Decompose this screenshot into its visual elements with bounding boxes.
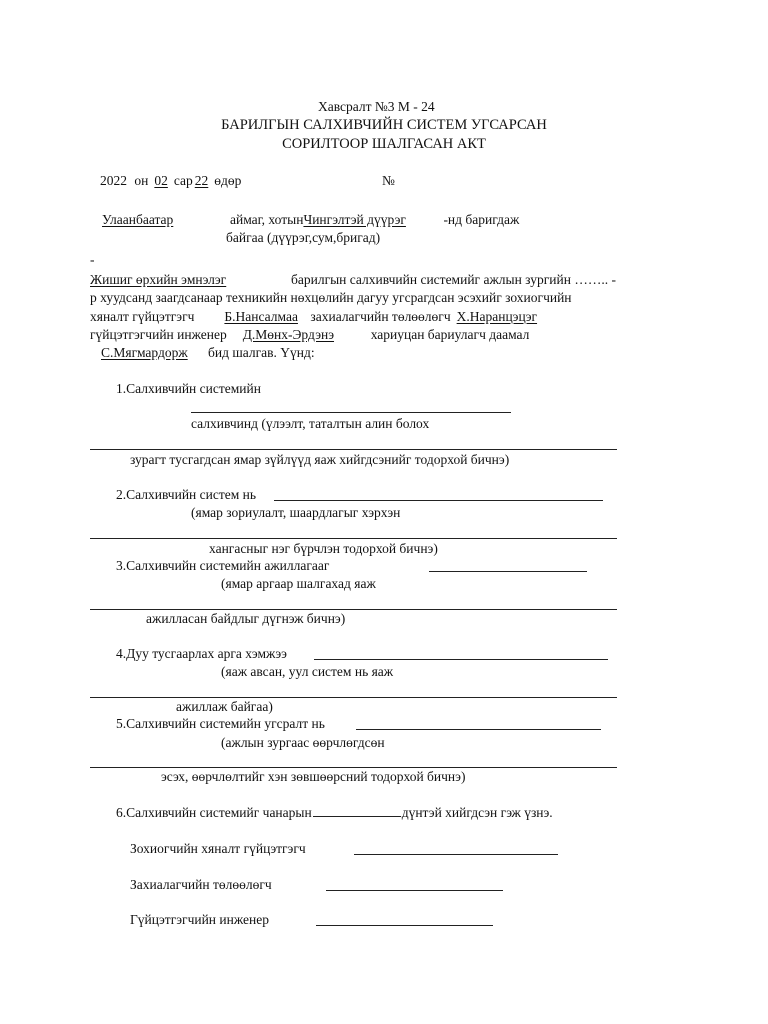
intro-text-1: барилгын салхивчийн системийг ажлын зургийн …….. - xyxy=(291,272,616,287)
day-label: өдөр xyxy=(214,173,242,188)
item-4-hint-2: ажиллаж байгаа) xyxy=(176,699,273,714)
location-line xyxy=(102,212,519,228)
item-3-hint-1: (ямар аргаар шалгахад яаж xyxy=(221,576,376,591)
signature-label-supervisor: Зохиогчийн хяналт гүйцэтгэгч xyxy=(130,841,306,856)
item-3-fill-line-2 xyxy=(90,609,617,610)
district-value: Чингэлтэй дүүрэг xyxy=(303,212,406,227)
intro-line-3 xyxy=(90,309,596,325)
item-2-fill-line-2 xyxy=(90,538,617,539)
day-value: 22 xyxy=(194,173,209,188)
signature-line-supervisor xyxy=(354,854,558,855)
item-2-hint-1: (ямар зориулалт, шаардлагыг хэрхэн xyxy=(191,505,401,520)
engineer-label: гүйцэтгэгчийн инженер xyxy=(90,327,227,342)
date-line xyxy=(100,173,241,189)
number-label: № xyxy=(382,173,395,188)
item-3-fill-line xyxy=(429,571,587,572)
document-subtitle: СОРИЛТООР ШАЛГАСАН АКТ xyxy=(282,136,486,152)
signature-label-engineer: Гүйцэтгэгчийн инженер xyxy=(130,912,269,927)
annex-label: Хавсралт №3 М - 24 xyxy=(318,99,435,114)
intro-closing: бид шалгав. Үүнд: xyxy=(208,345,315,360)
item-6-suffix: дүнтэй хийгдсэн гэж үзнэ. xyxy=(401,805,553,820)
year-value: 2022 xyxy=(100,173,127,188)
item-3-label: 3.Салхивчийн системийн ажиллагааг xyxy=(116,558,330,573)
supervisor-label: хяналт гүйцэтгэгч xyxy=(90,309,195,324)
item-5-fill-line xyxy=(356,729,601,730)
signature-line-engineer xyxy=(316,925,493,926)
item-5-hint-2: эсэх, өөрчлөлтийг хэн зөвшөөрсний тодорхой бичнэ) xyxy=(161,769,466,784)
engineer-name: Д.Мөнх-Эрдэнэ xyxy=(242,327,335,342)
location-suffix: -нд баригдаж xyxy=(443,212,520,227)
item-6-prefix: 6.Салхивчийн системийг чанарын xyxy=(116,805,312,820)
year-label: он xyxy=(134,173,149,188)
aimag-label: аймаг, хотын xyxy=(230,212,304,227)
item-1-label: 1.Салхивчийн системийн xyxy=(116,381,261,396)
customer-name: Х.Наранцэцэг xyxy=(456,309,538,324)
intro-line-2: р хуудсанд заагдсанаар техникийн нөхцөлийн дагуу угсрагдсан эсэхийг зохиогчийн xyxy=(90,290,572,305)
intro-dash: - xyxy=(90,252,95,267)
item-4-label: 4.Дуу тусгаарлах арга хэмжээ xyxy=(116,646,287,661)
item-3-hint-2: ажилласан байдлыг дүгнэж бичнэ) xyxy=(146,611,346,626)
signature-label-customer: Захиалагчийн төлөөлөгч xyxy=(130,877,272,892)
item-1-hint-1: салхивчинд (үлээлт, таталтын алин болох xyxy=(191,416,430,431)
month-value: 02 xyxy=(154,173,168,188)
item-4-fill-line-2 xyxy=(90,697,617,698)
supervisor-name: Б.Нансалмаа xyxy=(224,309,298,324)
intro-line-1 xyxy=(90,272,616,288)
item-6-blank xyxy=(313,815,401,817)
item-6-line xyxy=(116,805,553,821)
item-1-fill-line xyxy=(191,412,511,413)
item-5-hint-1: (ажлын зургаас өөрчлөгдсөн xyxy=(221,735,385,750)
item-2-label: 2.Салхивчийн систем нь xyxy=(116,487,257,502)
item-1-hint-2: зурагт тусгагдсан ямар зүйлүүд яаж хийгдсэнийг тодорхой бичнэ) xyxy=(130,452,510,467)
month-label: сар xyxy=(173,173,193,188)
intro-line-4 xyxy=(90,327,529,343)
item-5-label: 5.Салхивчийн системийн угсралт нь xyxy=(116,716,325,731)
customer-label: захиалагчийн төлөөлөгч xyxy=(310,309,451,324)
item-2-fill-line xyxy=(274,500,603,501)
document-title: БАРИЛГЫН САЛХИВЧИЙН СИСТЕМ УГСАРСАН xyxy=(221,117,547,133)
item-2-hint-2: хангасныг нэг бүрчлэн тодорхой бичнэ) xyxy=(209,541,438,556)
object-name: Жишиг өрхийн эмнэлэг xyxy=(90,272,227,287)
signature-line-customer xyxy=(326,890,503,891)
city-value: Улаанбаатар xyxy=(102,212,174,227)
intro-line-5 xyxy=(101,345,315,361)
location-caption: байгаа (дүүрэг,сум,бригад) xyxy=(226,230,381,245)
item-4-hint-1: (яаж авсан, уул систем нь яаж xyxy=(221,664,394,679)
item-5-fill-line-2 xyxy=(90,767,617,768)
item-1-fill-line-2 xyxy=(90,449,617,450)
responsible-label: хариуцан бариулагч даамал xyxy=(370,327,530,342)
item-4-fill-line xyxy=(314,659,608,660)
foreman-name: С.Мягмардорж xyxy=(101,345,188,360)
